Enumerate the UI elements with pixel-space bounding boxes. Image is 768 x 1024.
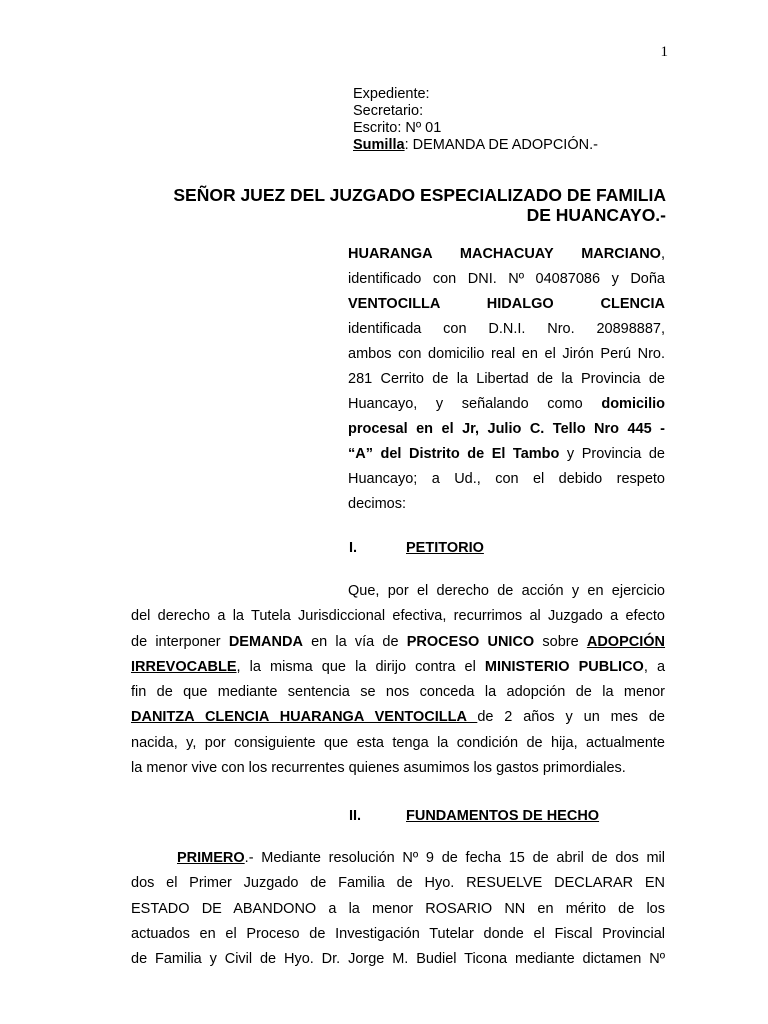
sumilla-label: Sumilla [353, 137, 405, 153]
sumilla-text: : DEMANDA DE ADOPCIÓN.- [404, 137, 598, 153]
parties-block [348, 242, 665, 517]
court-addressee-title [130, 185, 666, 225]
procedural-address: procesal en el Jr, Julio C. Tello Nro 445 - [348, 421, 665, 437]
sumilla-field [353, 137, 598, 154]
paragraph-line: la menor vive con los recurrentes quienes asumimos los gastos primordiales. [131, 760, 626, 777]
party-line: ambos con domicilio real en el Jirón Perú Nro. [348, 346, 665, 362]
party-line: Huancayo; a Ud., con el debido respeto [348, 471, 665, 487]
section-number: II. [349, 808, 362, 824]
section-number: I. [349, 540, 358, 556]
party-line: HUARANGA MACHACUAY MARCIANO, [348, 246, 665, 262]
paragraph-line: dos el Primer Juzgado de Familia de Hyo. RESUELVE DECLARAR EN [131, 875, 665, 892]
paragraph-line: IRREVOCABLE, la misma que la dirijo contra el MINISTERIO PUBLICO, a [131, 658, 666, 675]
party-line: identificada con D.N.I. Nro. 20898887, [348, 321, 665, 337]
page-number: 1 [660, 44, 668, 60]
title-line-2: DE HUANCAYO.- [526, 205, 666, 225]
paragraph-line: ESTADO DE ABANDONO a la menor ROSARIO NN en mérito de los [131, 900, 665, 917]
paragraph-line: nacida, y, por consiguiente que esta tenga la condición de hija, actualmente [131, 734, 665, 751]
paragraph-line: fin de que mediante sentencia se nos conceda la adopción de la menor [131, 684, 665, 701]
party-line: “A” del Distrito de El Tambo y Provincia de [348, 446, 665, 462]
fundamentos-paragraph [131, 846, 665, 972]
paragraph-line: PRIMERO.- Mediante resolución Nº 9 de fecha 15 de abril de dos mil [177, 850, 665, 866]
minor-name: DANITZA CLENCIA HUARANGA VENTOCILLA [131, 709, 478, 726]
paragraph-line: Que, por el derecho de acción y en ejercicio [348, 583, 665, 599]
party-line: decimos: [348, 496, 407, 512]
section-title: FUNDAMENTOS DE HECHO [406, 808, 600, 824]
escrito-field: Escrito: Nº 01 [353, 120, 442, 136]
party-line: Huancayo, y señalando como domicilio [348, 396, 665, 412]
secretario-field: Secretario: [353, 103, 424, 119]
paragraph-line: de interponer DEMANDA en la vía de PROCESO UNICO sobre ADOPCIÓN [131, 633, 666, 650]
case-header [353, 86, 598, 154]
plaintiff-name-1: HUARANGA MACHACUAY MARCIANO [348, 246, 661, 262]
paragraph-line: DANITZA CLENCIA HUARANGA VENTOCILLA de 2 años y un mes de [131, 709, 665, 726]
paragraph-line: actuados en el Proceso de Investigación Tutelar donde el Fiscal Provincial [131, 925, 665, 942]
party-line: 281 Cerrito de la Libertad de la Provincia de [348, 371, 665, 387]
expediente-field: Expediente: [353, 86, 430, 102]
title-line-1: SEÑOR JUEZ DEL JUZGADO ESPECIALIZADO DE FAMILIA [173, 185, 666, 205]
paragraph-line: del derecho a la Tutela Jurisdiccional efectiva, recurrimos al Juzgado a efecto [131, 608, 665, 625]
section-title: PETITORIO [406, 540, 484, 556]
party-line: identificado con DNI. Nº 04087086 y Doña [348, 271, 665, 287]
petitorio-paragraph [131, 579, 665, 781]
plaintiff-name-2: VENTOCILLA HIDALGO CLENCIA [348, 296, 665, 312]
paragraph-line: de Familia y Civil de Hyo. Dr. Jorge M. Budiel Ticona mediante dictamen Nº [131, 951, 665, 968]
